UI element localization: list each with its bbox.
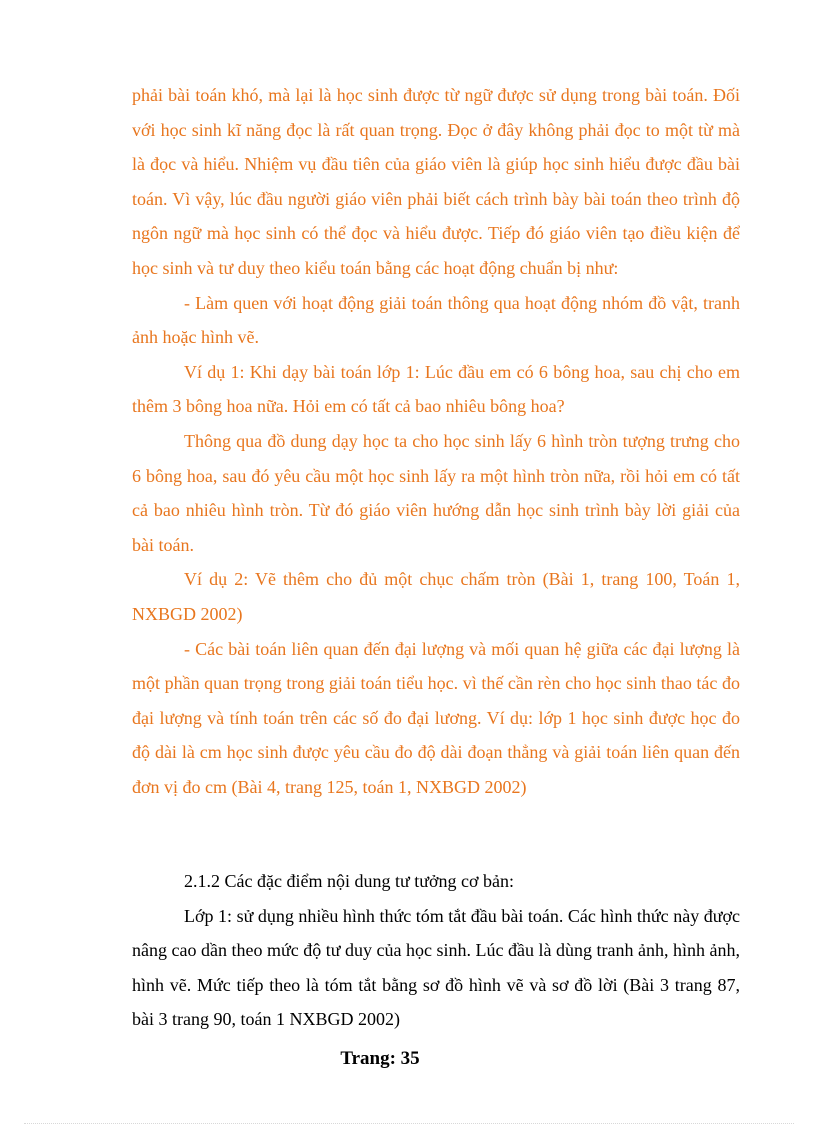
section-heading: 2.1.2 Các đặc điểm nội dung tư tưởng cơ bản: [184, 871, 514, 891]
paragraph-grade-1: Lớp 1: sử dụng nhiều hình thức tóm tắt đầu bài toán. Các hình thức này được nâng cao dần theo mức độ tư duy của học sinh. Lúc đầu là dùng tranh ảnh, hình ảnh, hình vẽ. Mức tiếp theo là tóm tắt bằng sơ đồ hình vẽ và sơ đồ lời (Bài 3 trang 87, bài 3 trang 90, toán 1 NXBGD 2002) [132, 905, 740, 1030]
paragraph-quantities: - Các bài toán liên quan đến đại lượng và mối quan hệ giữa các đại lượng là một phần quan trọng trong giải toán tiểu học. vì thế cần rèn cho học sinh thao tác đo đại lượng và tính toán trên các số đo đại lương. Ví dụ: lớp 1 học sinh được học đo độ dài là cm học sinh được yêu cầu đo độ dài đoạn thẳng và giải toán liên quan đến đơn vị đo cm (Bài 4, trang 125, toán 1, NXBGD 2002) [132, 638, 740, 797]
paragraph-example-1: Ví dụ 1: Khi dạy bài toán lớp 1: Lúc đầu em có 6 bông hoa, sau chị cho em thêm 3 bông hoa nữa. Hỏi em có tất cả bao nhiêu bông hoa? [132, 361, 740, 417]
paragraph-continuation: phải bài toán khó, mà lại là học sinh được từ ngữ được sử dụng trong bài toán. Đối với học sinh kĩ năng đọc là rất quan trọng. Đọc ở đây không phải đọc to một từ mà là đọc và hiểu. Nhiệm vụ đầu tiên của giáo viên là giúp học sinh hiểu được đầu bài toán. Vì vậy, lúc đầu người giáo viên phải biết cách trình bày bài toán theo trình độ ngôn ngữ mà học sinh có thể đọc và hiểu được. Tiếp đó giáo viên tạo điều kiện để học sinh và tư duy theo kiểu toán bằng các hoạt động chuẩn bị như: [132, 85, 740, 278]
page-number: Trang: 35 [340, 1048, 420, 1069]
paragraph-familiarize: - Làm quen với hoạt động giải toán thông qua hoạt động nhóm đồ vật, tranh ảnh hoặc hình vẽ. [132, 292, 740, 348]
paragraph-teaching-aids: Thông qua đồ dung dạy học ta cho học sinh lấy 6 hình tròn tượng trưng cho 6 bông hoa, sau đó yêu cầu một học sinh lấy ra một hình tròn nữa, rồi hỏi em có tất cả bao nhiêu hình tròn. Từ đó giáo viên hướng dẫn học sinh trình bày lời giải của bài toán. [132, 430, 740, 555]
black-text-block [132, 864, 740, 1037]
paragraph-example-2: Ví dụ 2: Vẽ thêm cho đủ một chục chấm tròn (Bài 1, trang 100, Toán 1, NXBGD 2002) [132, 569, 740, 624]
orange-text-block [132, 78, 740, 804]
